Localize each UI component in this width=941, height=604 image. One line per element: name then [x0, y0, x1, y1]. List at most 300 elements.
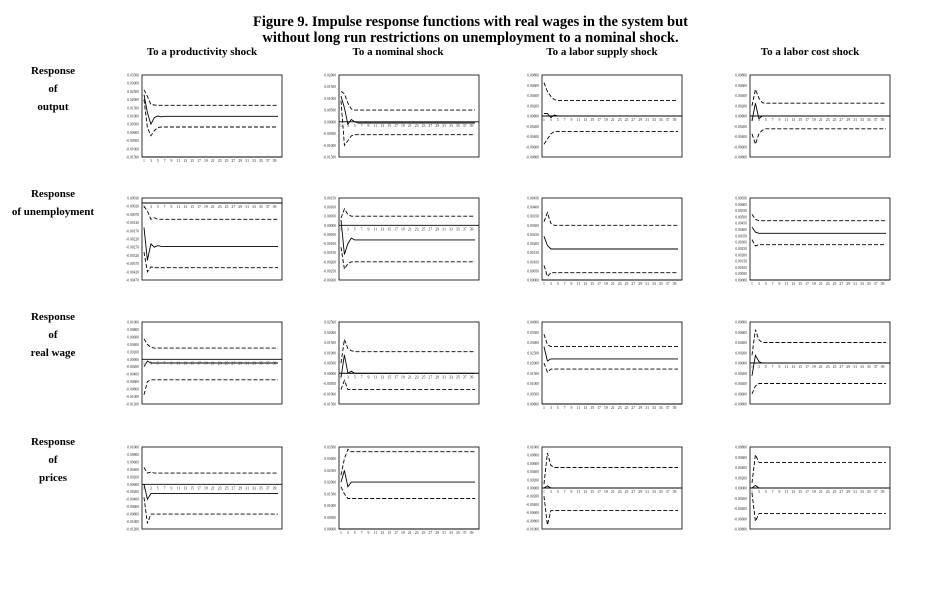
chart-r2c0-xtick-label: 5: [156, 361, 159, 366]
chart-r2c0-xtick-label: 29: [238, 361, 243, 366]
chart-r2c0-ytick-label: 0.00800: [127, 327, 139, 332]
chart-r0c0-xtick-label: 17: [197, 159, 201, 163]
chart-r0c3-xtick-label: 3: [757, 118, 760, 122]
chart-r2c2-xtick-label: 27: [631, 406, 636, 410]
chart-r0c3-xtick-label: 23: [825, 118, 830, 122]
chart-r2c2-xtick-label: 13: [583, 406, 588, 410]
chart-r2c3-xtick-label: 23: [825, 365, 830, 369]
chart-r2c1-xtick-label: 15: [387, 375, 392, 380]
chart-r1c3-xtick-label: 23: [825, 282, 830, 286]
chart-r1c0-xtick-label: 29: [238, 205, 243, 209]
chart-r0c3-upper-band: [752, 89, 886, 105]
chart-r2c1-ytick-label: 0.01000: [324, 351, 336, 356]
chart-r1c1-xtick-label: 29: [435, 227, 440, 232]
chart-r3c2-xtick-label: 37: [665, 490, 670, 494]
chart-r3c2-ytick-label: -0.00200: [526, 494, 539, 499]
chart-r3c1-xtick-label: 13: [380, 531, 385, 535]
chart-r3c0-ytick-label: 0.00400: [127, 467, 139, 472]
chart-r2c0-lower-band: [144, 380, 278, 395]
chart-r1c0-ytick-label: -0.00070: [126, 212, 139, 217]
chart-r3c1-ytick-label: 0.01000: [324, 504, 336, 509]
chart-r3c1-xtick-label: 5: [353, 531, 356, 535]
row-label-real-wage-line2: of: [48, 329, 58, 341]
chart-r3c1-lower-band: [341, 487, 475, 499]
chart-r1c2-xtick-label: 21: [610, 282, 615, 286]
chart-r1c2-xtick-label: 7: [563, 282, 566, 286]
chart-r0c1-ytick-label: 0.01000: [324, 96, 336, 101]
chart-r3c1-xtick-label: 25: [421, 531, 426, 535]
chart-r3c2-ytick-label: 0.00600: [527, 461, 539, 466]
chart-r1c1-xtick-label: 25: [421, 227, 426, 232]
chart-r2c3-ytick-label: 0.00400: [735, 341, 747, 345]
row-label-unemployment-line1: Response: [30, 188, 75, 200]
chart-r3c1-xtick-label: 31: [442, 531, 446, 535]
chart-r3c0-xtick-label: 1: [143, 486, 145, 491]
chart-r1c2-xtick-label: 11: [576, 282, 581, 286]
chart-r3c2-xtick-label: 33: [652, 490, 656, 494]
chart-r0c1-xtick-label: 17: [394, 123, 398, 128]
chart-r2c0-xtick-label: 37: [265, 361, 270, 366]
chart-r2c0-xtick-label: 21: [210, 361, 215, 366]
chart-r2c2-xtick-label: 9: [570, 406, 573, 410]
chart-r2c0-upper-band: [144, 339, 278, 348]
chart-r1c2-xtick-label: 19: [603, 282, 608, 286]
chart-r2c1-xtick-label: 39: [469, 375, 474, 380]
chart-r1c1-ytick-label: -0.00050: [323, 232, 336, 237]
chart-r2c2-xtick-label: 11: [576, 406, 581, 410]
chart-r0c2-lower-band: [544, 131, 678, 144]
chart-r1c3-ytick-label: 0.00450: [735, 221, 747, 226]
chart-r0c1-xtick-label: 31: [442, 123, 446, 128]
chart-r2c3-xtick-label: 35: [866, 365, 871, 369]
row-label-output-line3: output: [37, 101, 69, 113]
chart-r2c3-xtick-label: 31: [853, 365, 857, 369]
chart-r3c3-xtick-label: 21: [818, 490, 823, 494]
chart-r3c2-ytick-label: 0.00800: [527, 453, 539, 458]
chart-r1c3-xtick-label: 1: [751, 282, 753, 286]
chart-r1c0-ytick-label: -0.00120: [126, 221, 139, 226]
chart-r1c0-xtick-label: 25: [224, 205, 229, 209]
chart-r3c3-xtick-label: 5: [764, 490, 767, 494]
chart-r0c1-xtick-label: 23: [414, 123, 419, 128]
chart-r1c0-ytick-label: 0.00030: [127, 196, 139, 201]
chart-r2c0-xtick-label: 35: [258, 361, 263, 366]
chart-r0c3-xtick-label: 25: [832, 118, 837, 122]
chart-r2c1-ytick-label: -0.00500: [323, 382, 336, 386]
chart-r0c0-ytick-label: 0.02000: [127, 98, 139, 103]
chart-r1c1-ytick-label: -0.00300: [323, 278, 336, 283]
chart-r2c1-xtick-label: 9: [367, 375, 370, 380]
chart-r0c3-ytick-label: -0.00600: [734, 145, 747, 150]
chart-r1c1-ytick-label: -0.00250: [323, 269, 336, 274]
column-header-nominal: To a nominal shock: [352, 46, 444, 58]
chart-r3c0-xtick-label: 5: [156, 486, 159, 491]
chart-r0c1-ytick-label: 0.02000: [324, 73, 336, 78]
chart-r1c1-lower-band: [341, 247, 475, 269]
chart-r0c1-ytick-label: 0.00500: [324, 108, 336, 113]
chart-r2c1-xtick-label: 3: [346, 375, 349, 380]
chart-r0c1-xtick-label: 11: [373, 123, 378, 128]
chart-r3c0-xtick-label: 7: [163, 486, 166, 491]
chart-r0c0-xtick-label: 39: [272, 159, 277, 163]
chart-r0c1-xtick-label: 27: [428, 123, 433, 128]
chart-r0c0-xtick-label: 37: [265, 159, 270, 163]
chart-r3c0-xtick-label: 37: [265, 486, 270, 491]
chart-r2c3-ytick-label: -0.00400: [734, 382, 747, 386]
chart-r1c0-xtick-label: 13: [183, 205, 188, 209]
chart-r0c2-ytick-label: 0.00800: [527, 73, 539, 78]
chart-r1c3-xtick-label: 7: [771, 282, 774, 286]
row-label-real-wage-line1: Response: [30, 311, 75, 323]
chart-r3c1-xtick-label: 9: [367, 531, 370, 535]
chart-r1c3-ytick-label: 0.00600: [735, 202, 747, 207]
chart-r0c0-ytick-label: 0.02500: [127, 89, 139, 94]
chart-r2c2-xtick-label: 21: [610, 406, 615, 410]
chart-r3c0-ytick-label: 0.00000: [127, 482, 139, 487]
chart-r1c2-ytick-label: 0.00200: [527, 242, 539, 247]
chart-r1c1-xtick-label: 19: [400, 227, 405, 232]
chart-r2c1-xtick-label: 27: [428, 375, 433, 380]
chart-r2c0-ytick-label: 0.00200: [127, 350, 139, 355]
chart-r1c2-xtick-label: 9: [570, 282, 573, 286]
chart-r0c3-ytick-label: 0.00800: [735, 73, 747, 78]
chart-r3c0-xtick-label: 25: [224, 486, 229, 491]
chart-r3c0-xtick-label: 27: [231, 486, 236, 491]
chart-r3c3-xtick-label: 1: [751, 490, 753, 494]
chart-r3c3-ytick-label: 0.00200: [735, 476, 747, 481]
chart-r1c0-ytick-label: -0.00020: [126, 204, 139, 209]
chart-r3c0-ytick-label: -0.01200: [126, 527, 139, 532]
chart-r0c3-ytick-label: 0.00000: [735, 114, 747, 119]
chart-r0c1-xtick-label: 15: [387, 123, 392, 128]
chart-r0c0-xtick-label: 19: [203, 159, 208, 163]
chart-r0c3-ytick-label: -0.00200: [734, 124, 747, 129]
chart-r3c1-ytick-label: 0.02500: [324, 468, 336, 473]
chart-r1c2-xtick-label: 33: [652, 282, 656, 286]
chart-r2c3-ytick-label: 0.00000: [735, 361, 747, 366]
chart-r1c1-frame: [339, 198, 479, 280]
chart-r3c3-xtick-label: 19: [811, 490, 816, 494]
chart-r3c2-response-line: [544, 486, 678, 488]
chart-r1c2-xtick-label: 1: [543, 282, 545, 286]
chart-r2c2-ytick-label: 0.02500: [527, 351, 539, 356]
chart-r1c1-xtick-label: 9: [367, 227, 370, 232]
chart-r0c0-ytick-label: 0.03500: [127, 73, 139, 78]
chart-r0c3-ytick-label: -0.00400: [734, 135, 747, 139]
chart-r0c3-lower-band: [752, 129, 886, 144]
chart-r3c1-upper-band: [341, 449, 475, 475]
chart-r3c3-lower-band: [752, 493, 886, 521]
chart-r0c0-ytick-label: 0.00500: [127, 122, 139, 127]
chart-r3c0-xtick-label: 33: [252, 486, 256, 491]
chart-r2c0-ytick-label: -0.00400: [126, 372, 139, 377]
chart-r0c1-ytick-label: 0.01500: [324, 85, 336, 90]
chart-r3c2-xtick-label: 13: [583, 490, 588, 494]
chart-r2c0-xtick-label: 17: [197, 361, 201, 366]
chart-r2c0-xtick-label: 13: [183, 361, 188, 366]
chart-r2c1-ytick-label: 0.00500: [324, 361, 336, 366]
chart-r2c2-xtick-label: 5: [556, 406, 559, 410]
chart-r2c2-ytick-label: 0.00000: [527, 402, 539, 407]
chart-r1c3-ytick-label: 0.00100: [735, 265, 747, 270]
chart-r3c2-ytick-label: -0.00600: [526, 511, 539, 516]
chart-r3c3-xtick-label: 7: [771, 490, 774, 494]
chart-r1c1-ytick-label: 0.00050: [324, 214, 336, 219]
chart-r1c0-xtick-label: 5: [156, 205, 159, 209]
chart-r2c3-xtick-label: 37: [873, 365, 878, 369]
chart-r1c1-xtick-label: 13: [380, 227, 385, 232]
chart-r0c0-xtick-label: 31: [245, 159, 249, 163]
chart-r1c0-ytick-label: -0.00470: [126, 278, 139, 283]
chart-r2c3-ytick-label: -0.00800: [734, 402, 747, 407]
chart-r1c2-xtick-label: 15: [590, 282, 595, 286]
chart-r2c3-xtick-label: 19: [811, 365, 816, 369]
chart-r1c3-xtick-label: 39: [880, 282, 885, 286]
chart-r1c3-xtick-label: 33: [860, 282, 864, 286]
chart-r1c3-ytick-label: 0.00200: [735, 253, 747, 258]
chart-r2c0-xtick-label: 19: [203, 361, 208, 366]
chart-r2c3-xtick-label: 9: [778, 365, 781, 369]
chart-r3c2-xtick-label: 7: [563, 490, 566, 494]
chart-r0c1-xtick-label: 9: [367, 123, 370, 128]
chart-r0c3-xtick-label: 31: [853, 118, 857, 122]
chart-r2c1-xtick-label: 7: [360, 375, 363, 380]
chart-r0c0-xtick-label: 11: [176, 159, 181, 163]
chart-r3c0-ytick-label: 0.00800: [127, 452, 139, 457]
chart-r2c3-xtick-label: 21: [818, 365, 823, 369]
chart-r1c1-upper-band: [341, 209, 475, 218]
chart-r3c0-ytick-label: 0.01000: [127, 445, 139, 450]
chart-r1c2-ytick-label: 0.00250: [527, 232, 539, 237]
chart-r0c2-ytick-label: -0.00400: [526, 135, 539, 139]
chart-r0c2-xtick-label: 27: [631, 118, 636, 122]
chart-r0c0-xtick-label: 27: [231, 159, 236, 163]
chart-r3c3-ytick-label: 0.00000: [735, 486, 747, 491]
chart-r1c1-xtick-label: 15: [387, 227, 392, 232]
chart-r2c2-xtick-label: 19: [603, 406, 608, 410]
chart-r1c2-ytick-label: 0.00050: [527, 269, 539, 274]
chart-r2c0-xtick-label: 23: [217, 361, 222, 366]
chart-r3c3-xtick-label: 15: [798, 490, 803, 494]
chart-r1c2-xtick-label: 39: [672, 282, 677, 286]
chart-r3c2-xtick-label: 3: [549, 490, 552, 494]
figure-title-line2: without long run restrictions on unemployment to a nominal shock.: [262, 30, 679, 46]
chart-r2c2-response-line: [544, 347, 678, 361]
chart-r3c2-xtick-label: 19: [603, 490, 608, 494]
chart-r2c1-xtick-label: 11: [373, 375, 378, 380]
chart-r2c0-ytick-label: -0.00800: [126, 387, 139, 392]
chart-r1c3-ytick-label: 0.00150: [735, 259, 747, 264]
chart-r1c2-xtick-label: 23: [617, 282, 622, 286]
chart-r2c1-ytick-label: -0.01500: [323, 402, 336, 407]
chart-r3c3-ytick-label: 0.00800: [735, 445, 747, 450]
row-label-output-line1: Response: [30, 65, 75, 77]
chart-r0c3-xtick-label: 39: [880, 118, 885, 122]
chart-r1c1-xtick-label: 39: [469, 227, 474, 232]
chart-r2c0-xtick-label: 39: [272, 361, 277, 366]
chart-r1c3-ytick-label: 0.00650: [735, 196, 747, 201]
chart-r0c1-ytick-label: -0.01000: [323, 143, 336, 148]
chart-r0c2-xtick-label: 21: [610, 118, 615, 122]
chart-r2c0-xtick-label: 33: [252, 361, 256, 366]
chart-r2c2-xtick-label: 29: [638, 406, 643, 410]
chart-r3c1-ytick-label: 0.03500: [324, 445, 336, 450]
chart-r2c2-xtick-label: 23: [617, 406, 622, 410]
chart-r0c2-xtick-label: 23: [617, 118, 622, 122]
chart-r1c3-xtick-label: 25: [832, 282, 837, 286]
chart-r1c1-xtick-label: 7: [360, 227, 363, 232]
chart-r0c3-xtick-label: 19: [811, 118, 816, 122]
chart-r2c3-ytick-label: -0.00600: [734, 392, 747, 397]
chart-r0c1-ytick-label: 0.00000: [324, 120, 336, 125]
chart-r2c3-xtick-label: 13: [791, 365, 796, 369]
chart-r0c3-xtick-label: 11: [784, 118, 789, 122]
chart-r1c1-xtick-label: 5: [353, 227, 356, 232]
chart-r0c1-frame: [339, 75, 479, 157]
chart-r3c2-ytick-label: 0.01000: [527, 445, 539, 450]
chart-r1c3-ytick-label: 0.00000: [735, 278, 747, 283]
chart-r1c0-lower-band: [144, 252, 278, 272]
chart-r2c0-ytick-label: 0.00000: [127, 357, 139, 362]
chart-r3c1-ytick-label: 0.00500: [324, 515, 336, 520]
chart-r2c2-xtick-label: 17: [597, 406, 601, 410]
chart-r2c1-response-line: [341, 355, 475, 378]
chart-r1c2-xtick-label: 25: [624, 282, 629, 286]
chart-r1c2-response-line: [544, 236, 678, 249]
chart-r1c2-xtick-label: 31: [645, 282, 649, 286]
chart-r1c0-xtick-label: 1: [143, 205, 145, 209]
chart-r0c3-xtick-label: 9: [778, 118, 781, 122]
chart-r1c3-xtick-label: 17: [805, 282, 809, 286]
chart-r1c3-ytick-label: 0.00550: [735, 209, 747, 214]
chart-r0c0-ytick-label: 0.03000: [127, 81, 139, 86]
chart-r3c2-xtick-label: 31: [645, 490, 649, 494]
chart-r3c0-xtick-label: 15: [190, 486, 195, 491]
chart-r1c2-upper-band: [544, 213, 678, 226]
chart-r1c3-lower-band: [752, 240, 886, 246]
chart-r3c2-xtick-label: 21: [610, 490, 615, 494]
chart-r0c0-xtick-label: 25: [224, 159, 229, 163]
chart-r0c0-xtick-label: 15: [190, 159, 195, 163]
chart-r3c2-xtick-label: 25: [624, 490, 629, 494]
chart-r0c3-ytick-label: 0.00600: [735, 83, 747, 88]
chart-r2c1-xtick-label: 17: [394, 375, 398, 380]
chart-r3c2-xtick-label: 39: [672, 490, 677, 494]
chart-r3c1-xtick-label: 15: [387, 531, 392, 535]
chart-r0c0-xtick-label: 5: [156, 159, 159, 163]
chart-r0c0-xtick-label: 33: [252, 159, 256, 163]
row-label-prices-line3: prices: [38, 472, 68, 484]
chart-r3c3-ytick-label: -0.00200: [734, 496, 747, 501]
chart-r1c0-xtick-label: 3: [149, 205, 152, 209]
chart-r0c1-xtick-label: 37: [462, 123, 467, 128]
chart-r3c1-xtick-label: 33: [449, 531, 453, 535]
chart-r2c2-xtick-label: 31: [645, 406, 649, 410]
chart-r3c1-xtick-label: 1: [340, 531, 342, 535]
chart-r3c1-xtick-label: 7: [360, 531, 363, 535]
chart-r1c1-xtick-label: 17: [394, 227, 398, 232]
chart-r2c2-xtick-label: 33: [652, 406, 656, 410]
chart-r1c2-xtick-label: 27: [631, 282, 636, 286]
chart-r3c0-ytick-label: -0.00600: [126, 505, 139, 510]
chart-r0c1-xtick-label: 39: [469, 123, 474, 128]
chart-r2c2-ytick-label: 0.03500: [527, 330, 539, 335]
chart-r0c2-ytick-label: 0.00000: [527, 114, 539, 119]
chart-r3c2-xtick-label: 35: [658, 490, 663, 494]
chart-r3c2-ytick-label: 0.00200: [527, 478, 539, 483]
chart-r1c2-xtick-label: 29: [638, 282, 643, 286]
chart-r0c3-xtick-label: 37: [873, 118, 878, 122]
chart-r0c0-response-line: [144, 95, 278, 125]
chart-r0c2-xtick-label: 5: [556, 118, 559, 122]
chart-r2c1-ytick-label: 0.02000: [324, 330, 336, 335]
chart-r0c2-xtick-label: 1: [543, 118, 545, 122]
chart-r0c2-ytick-label: 0.00400: [527, 94, 539, 98]
chart-r3c3-ytick-label: 0.00400: [735, 466, 747, 470]
chart-r3c2-ytick-label: -0.00400: [526, 502, 539, 507]
chart-r1c3-xtick-label: 13: [791, 282, 796, 286]
chart-r0c0-xtick-label: 21: [210, 159, 215, 163]
chart-r0c2-upper-band: [544, 83, 678, 101]
chart-r1c0-ytick-label: -0.00270: [126, 245, 139, 250]
chart-r2c0-xtick-label: 15: [190, 361, 195, 366]
chart-r2c2-xtick-label: 37: [665, 406, 670, 410]
chart-r0c3-ytick-label: -0.00800: [734, 155, 747, 160]
chart-r3c1-ytick-label: 0.01500: [324, 492, 336, 497]
chart-r0c2-ytick-label: -0.00800: [526, 155, 539, 160]
chart-r3c2-xtick-label: 11: [576, 490, 581, 494]
chart-r3c1-xtick-label: 39: [469, 531, 474, 535]
chart-r2c1-xtick-label: 29: [435, 375, 440, 380]
chart-r3c0-xtick-label: 11: [176, 486, 181, 491]
chart-r3c1-xtick-label: 29: [435, 531, 440, 535]
chart-r1c0-ytick-label: -0.00220: [126, 237, 139, 242]
chart-r3c3-xtick-label: 39: [880, 490, 885, 494]
chart-r0c0-xtick-label: 9: [170, 159, 173, 163]
chart-r1c1-xtick-label: 31: [442, 227, 446, 232]
chart-r3c2-xtick-label: 5: [556, 490, 559, 494]
chart-r1c3-ytick-label: 0.00500: [735, 215, 747, 220]
chart-r2c1-xtick-label: 1: [340, 375, 342, 380]
chart-r1c2-ytick-label: 0.00100: [527, 260, 539, 265]
chart-r1c0-ytick-label: -0.00170: [126, 229, 139, 234]
chart-r2c1-xtick-label: 33: [449, 375, 453, 380]
chart-r3c3-xtick-label: 27: [839, 490, 844, 494]
chart-r3c0-xtick-label: 23: [217, 486, 222, 491]
chart-r0c1-xtick-label: 25: [421, 123, 426, 128]
chart-r3c0-xtick-label: 9: [170, 486, 173, 491]
chart-r1c1-ytick-label: -0.00150: [323, 251, 336, 256]
chart-r2c3-xtick-label: 11: [784, 365, 789, 369]
chart-r1c0-ytick-label: -0.00320: [126, 253, 139, 258]
chart-r1c3-xtick-label: 27: [839, 282, 844, 286]
chart-r3c0-upper-band: [144, 468, 278, 474]
chart-r2c2-lower-band: [544, 363, 678, 372]
chart-r3c0-ytick-label: -0.00800: [126, 512, 139, 517]
chart-r3c3-upper-band: [752, 455, 886, 483]
chart-r0c3-xtick-label: 15: [798, 118, 803, 122]
chart-r1c1-ytick-label: 0.00100: [324, 205, 336, 210]
chart-r1c1-xtick-label: 3: [346, 227, 349, 232]
chart-r2c1-xtick-label: 21: [407, 375, 412, 380]
chart-r2c3-lower-band: [752, 384, 886, 394]
chart-r3c3-xtick-label: 11: [784, 490, 789, 494]
chart-r2c1-xtick-label: 31: [442, 375, 446, 380]
chart-r1c3-xtick-label: 9: [778, 282, 781, 286]
chart-r3c2-ytick-label: -0.00800: [526, 519, 539, 524]
chart-r0c3-xtick-label: 13: [791, 118, 796, 122]
chart-r0c3-xtick-label: 17: [805, 118, 809, 122]
